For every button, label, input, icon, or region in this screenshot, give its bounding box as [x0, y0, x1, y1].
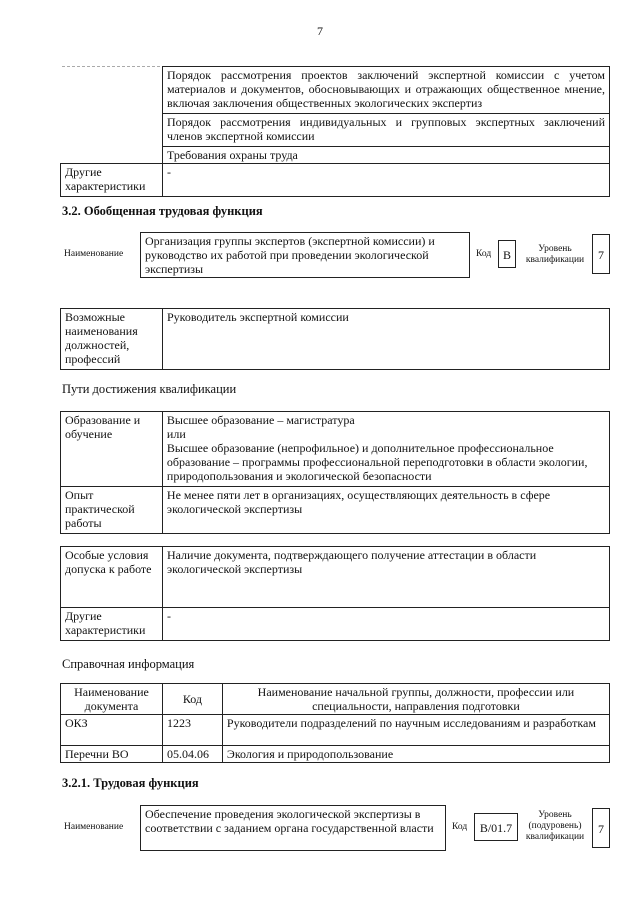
qualification-table: [60, 411, 610, 534]
reference-header-code: Код: [162, 684, 222, 715]
positions-label: Возможные наименования должностей, профессий: [61, 309, 163, 370]
other-characteristics-value: -: [162, 608, 609, 641]
page-number: 7: [317, 24, 323, 38]
level-value: 7: [592, 808, 610, 848]
reference-name: Экология и природопользование: [222, 746, 609, 763]
experience-value: Не менее пяти лет в организациях, осуществляющих деятельность в сфере экологической экспертизы: [162, 487, 609, 534]
name-label: Наименование: [64, 249, 124, 259]
level-value: 7: [592, 234, 610, 274]
education-value: Высшее образование – магистратура или Высшее образование (непрофильное) и дополнительное профессиональное образование – программы профессиональной переподготовки в области экологии, природопользования и экологической безопасности: [162, 412, 609, 487]
experience-label: Опыт практической работы: [61, 487, 163, 534]
reference-code: 1223: [162, 715, 222, 746]
top-table-item: Требования охраны труда: [162, 147, 609, 164]
other-characteristics-label: Другие характеристики: [61, 608, 163, 641]
qualification-title: Пути достижения квалификации: [62, 382, 237, 396]
level-label: Уровень квалификации: [525, 244, 585, 265]
positions-table: [60, 308, 610, 370]
education-label: Образование и обучение: [61, 412, 163, 487]
reference-table: [60, 683, 610, 763]
top-table-item: Порядок рассмотрения проектов заключений экспертной комиссии с учетом материалов и документов, обосновывающих и отражающих общественное мнение, включая заключения общественных экологических экспертиз: [162, 67, 609, 114]
code-value: B/01.7: [474, 813, 518, 841]
top-table-empty-cell: [61, 67, 163, 164]
reference-header-name: Наименование начальной группы, должности, профессии или специальности, направления подготовки: [222, 684, 609, 715]
table-row: [61, 715, 610, 746]
section-title: 3.2. Обобщенная трудовая функция: [62, 204, 263, 218]
section-title: 3.2.1. Трудовая функция: [62, 776, 199, 790]
top-table: [60, 66, 610, 197]
name-label: Наименование: [64, 822, 124, 832]
other-characteristics-label: Другие характеристики: [61, 164, 163, 197]
reference-name: Руководители подразделений по научным исследованиям и разработкам: [222, 715, 609, 746]
reference-doc: ОКЗ: [61, 715, 163, 746]
code-label: Код: [476, 249, 492, 259]
reference-doc: Перечни ВО: [61, 746, 163, 763]
other-characteristics-value: -: [162, 164, 609, 197]
reference-header-doc: Наименование документа: [61, 684, 163, 715]
special-conditions-label: Особые условия допуска к работе: [61, 547, 163, 608]
code-label: Код: [452, 822, 468, 832]
special-conditions-value: Наличие документа, подтверждающего получение аттестации в области экологической экспертизы: [162, 547, 609, 608]
function-name-box: Обеспечение проведения экологической экспертизы в соответствии с заданием органа государственной власти: [140, 805, 446, 851]
reference-code: 05.04.06: [162, 746, 222, 763]
code-value: B: [498, 240, 516, 268]
reference-title: Справочная информация: [62, 657, 195, 671]
function-name-box: Организация группы экспертов (экспертной комиссии) и руководство их работой при проведении экологической экспертизы: [140, 232, 470, 278]
positions-value: Руководитель экспертной комиссии: [162, 309, 609, 370]
top-table-item: Порядок рассмотрения индивидуальных и групповых экспертных заключений членов экспертной комиссии: [162, 114, 609, 147]
level-label: Уровень (подуровень) квалификации: [525, 810, 585, 842]
admission-table: [60, 546, 610, 641]
table-row: [61, 746, 610, 763]
